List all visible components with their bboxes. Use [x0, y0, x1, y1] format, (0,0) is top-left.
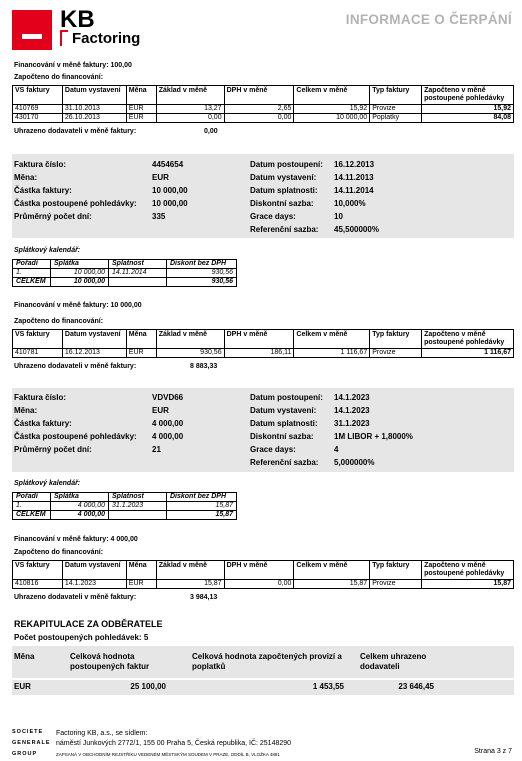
- rekap-col-mena: Měna: [14, 652, 35, 661]
- brand-factoring: Factoring: [72, 30, 141, 47]
- rekapitulace-count: Počet postoupených pohledávek: 5: [14, 633, 149, 642]
- uhrazeno-line-0: Uhrazeno dodavateli v měně faktury: 0,00: [14, 128, 218, 135]
- page-title: INFORMACE O ČERPÁNÍ: [345, 12, 512, 27]
- table-row: 410816 14.1.2023 EUR 15,87 0,00 15,87 Provize 15,87: [13, 580, 514, 589]
- page-header: [12, 6, 512, 50]
- rekapitulace-row: EUR 25 100,00 1 453,55 23 646,45: [12, 680, 514, 695]
- rekapitulace-header: [12, 646, 514, 678]
- kb-logo-icon: [12, 10, 52, 50]
- financovani-line-2: Financování v měně faktury: 4 000,00: [14, 536, 138, 543]
- table-header-row: Pořadí Splátka Splatnost Diskont bez DPH: [13, 493, 237, 502]
- zapocteno-label-1: Započteno do financování:: [14, 318, 104, 325]
- table-row: 1. 4 000,00 31.1.2023 15,87: [13, 502, 237, 511]
- table-row: 410769 31.10.2013 EUR 13,27 2,65 15,92 Provize 15,92: [13, 105, 514, 114]
- invoice-table-1: [12, 329, 514, 358]
- table-row: 410781 16.12.2013 EUR 930,56 186,11 1 116,67 Provize 1 116,67: [13, 349, 514, 358]
- rekap-col-provize: Celková hodnota započtených provizí a poplatků: [192, 652, 342, 671]
- rekap-col-hodnota: Celková hodnota postoupených faktur: [70, 652, 150, 671]
- invoice-detail-1: Faktura číslo: 4454654 Měna: EUR Částka faktury: 10 000,00 Částka postoupené pohledávky: 10 000,00 Průměrný počet dní: 335 Datum postoupení: 16.12.2013 Datum vystavení: 14.11.2013 Datum splatnosti: 14.11.2014 Diskontní sazba: 10,000% Grace days: 10 Referenční sazba: 45,500000%: [12, 154, 514, 238]
- zapocteno-label-2: Započteno do financování:: [14, 549, 104, 556]
- rekapitulace-title: REKAPITULACE ZA ODBĚRATELE: [14, 619, 163, 629]
- table-header-row: VS faktury Datum vystavení Měna Základ v měně DPH v měně Celkem v měně Typ faktury Započteno v měně postoupené pohledávky: [13, 86, 514, 105]
- uhrazeno-line-1: Uhrazeno dodavateli v měně faktury: 8 883,33: [14, 363, 218, 370]
- table-header-row: VS faktury Datum vystavení Měna Základ v měně DPH v měně Celkem v měně Typ faktury Započteno v měně postoupené pohledávky: [13, 330, 514, 349]
- table-total-row: CELKEM 10 000,00 930,56: [13, 278, 237, 287]
- page-number: Strana 3 z 7: [474, 748, 512, 755]
- table-row: 430170 26.10.2013 EUR 0,00 0,00 10 000,00 Poplatky 84,08: [13, 114, 514, 123]
- footer-company: Factoring KB, a.s., se sídlem: náměstí Junkových 2772/1, 155 00 Praha 5, Česká republika, IČ: 25148290: [56, 730, 292, 747]
- invoice-detail-2: Faktura číslo: VDVD66 Měna: EUR Částka faktury: 4 000,00 Částka postoupené pohledávky: 4 000,00 Průměrný počet dní: 21 Datum postoupení: 14.1.2023 Datum vystavení: 14.1.2023 Datum splatnosti: 31.1.2023 Diskontní sazba: 1M LIBOR + 1,8000% Grace days: 4 Referenční sazba: 5,000000%: [12, 388, 514, 472]
- table-header-row: VS faktury Datum vystavení Měna Základ v měně DPH v měně Celkem v měně Typ faktury Započteno v měně postoupené pohledávky: [13, 561, 514, 580]
- table-header-row: Pořadí Splátka Splatnost Diskont bez DPH: [13, 260, 237, 269]
- brand-corner-mark: [60, 30, 68, 46]
- zapocteno-label-0: Započteno do financování:: [14, 74, 104, 81]
- calendar-table-1: [12, 259, 237, 287]
- rekap-col-uhrazeno: Celkem uhrazeno dodavateli: [360, 652, 427, 671]
- calendar-table-2: [12, 492, 237, 520]
- footer-registry: ZAPSANÁ V OBCHODNÍM REJSTŘÍKU VEDENÉM MĚSTSKÝM SOUDEM V PRAZE, ODDÍL B, VLOŽKA 4881: [56, 752, 280, 757]
- invoice-table-2: [12, 560, 514, 589]
- calendar-title-2: Splátkový kalendář:: [14, 480, 81, 487]
- brand-kb: KB: [60, 6, 95, 33]
- table-row: 1. 10 000,00 14.11.2014 930,56: [13, 269, 237, 278]
- financovani-line-0: Financování v měně faktury: 100,00: [14, 62, 132, 69]
- societe-generale-logo: SOCIETE GENERALE GROUP: [12, 729, 51, 757]
- financovani-line-1: Financování v měně faktury: 10 000,00: [14, 302, 142, 309]
- uhrazeno-line-2: Uhrazeno dodavateli v měně faktury: 3 984,13: [14, 594, 218, 601]
- table-total-row: CELKEM 4 000,00 15,87: [13, 511, 237, 520]
- invoice-table-0: [12, 85, 514, 123]
- calendar-title-1: Splátkový kalendář:: [14, 247, 81, 254]
